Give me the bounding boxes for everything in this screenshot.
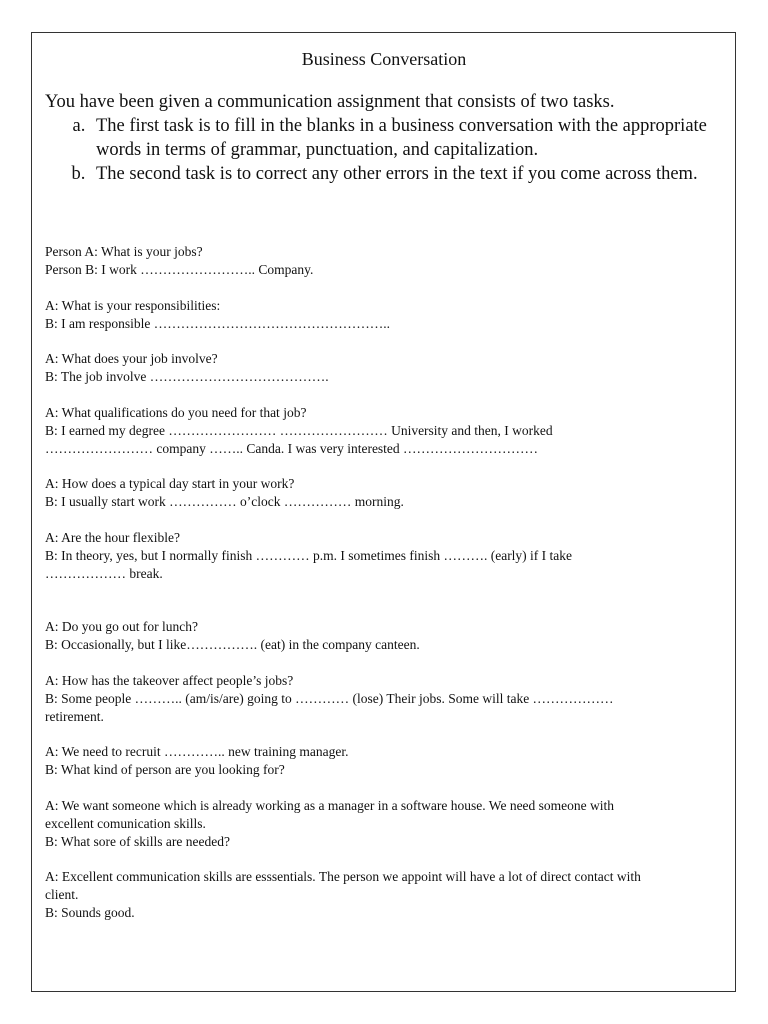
dialogue-line: B: Some people ……….. (am/is/are) going to ………… (lose) Their jobs. Some will take ………………: [45, 691, 614, 706]
dialogue-line: ……………… break.: [45, 566, 163, 581]
dialogue-line: Person B: I work …………………….. Company.: [45, 262, 314, 277]
dialogue-line: …………………… company …….. Canda. I was very interested …………………………: [45, 441, 539, 456]
dialogue-line: B: The job involve ………………………………….: [45, 369, 329, 384]
dialogue-line: B: What sore of skills are needed?: [45, 834, 230, 849]
dialogue-line: B: I earned my degree …………………… …………………… University and then, I worked: [45, 423, 553, 438]
dialogue-line: B: I usually start work …………… o’clock …………… morning.: [45, 494, 404, 509]
task-item-b: b. The second task is to correct any other errors in the text if you come across them.: [90, 162, 715, 186]
task-list: [45, 114, 715, 186]
dialogue-line: B: I am responsible ……………………………………………..: [45, 316, 390, 331]
dialogue-line: A: How has the takeover affect people’s jobs?: [45, 673, 294, 688]
dialogue-line: Person A: What is your jobs?: [45, 244, 203, 259]
dialogue-line: A: Are the hour flexible?: [45, 530, 180, 545]
instructions-intro: You have been given a communication assignment that consists of two tasks.: [45, 92, 615, 112]
dialogue-line: client.: [45, 887, 79, 902]
dialogue-line: excellent comunication skills.: [45, 816, 206, 831]
dialogue-line: A: What does your job involve?: [45, 351, 218, 366]
dialogue-line: A: How does a typical day start in your work?: [45, 476, 295, 491]
dialogue-line: B: In theory, yes, but I normally finish ………… p.m. I sometimes finish ………. (early) if I take: [45, 548, 573, 563]
instructions: [45, 90, 715, 186]
dialogue-line: A: We want someone which is already working as a manager in a software house. We need someone with: [45, 798, 615, 813]
dialogue-line: A: Excellent communication skills are esssentials. The person we appoint will have a lot of direct contact with: [45, 869, 641, 884]
dialogue-line: A: We need to recruit ………….. new training manager.: [45, 744, 349, 759]
dialogue-line: A: What is your responsibilities:: [45, 298, 221, 313]
dialogue-line: B: Occasionally, but I like……………. (eat) in the company canteen.: [45, 637, 420, 652]
dialogue-line: B: What kind of person are you looking for?: [45, 762, 285, 777]
dialogue-line: B: Sounds good.: [45, 905, 135, 920]
dialogue-line: A: Do you go out for lunch?: [45, 619, 198, 634]
dialogue-line: A: What qualifications do you need for that job?: [45, 405, 307, 420]
task-item-a: a. The first task is to fill in the blanks in a business conversation with the appropriate words in terms of grammar, punctuation, and capitalization.: [90, 114, 715, 162]
document-title: Business Conversation: [301, 49, 467, 69]
dialogue-line: retirement.: [45, 709, 104, 724]
